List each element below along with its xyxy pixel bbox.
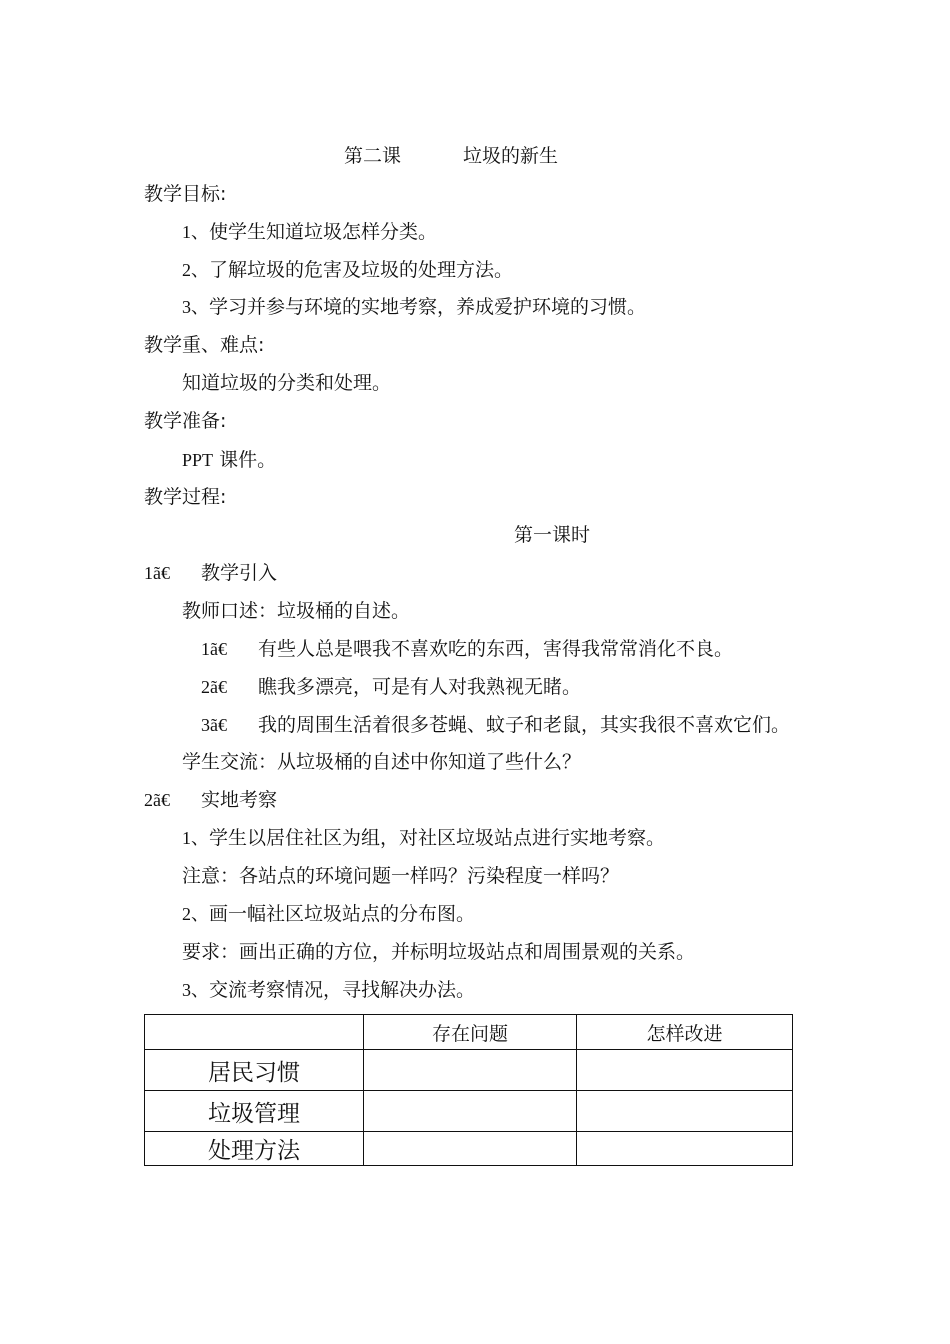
goal-item [182, 223, 437, 242]
statement-number: 2ã€ [201, 677, 227, 697]
step-text: 画一幅社区垃圾站点的分布图。 [209, 903, 476, 925]
table-header-cell: 怎样改进 [577, 1015, 793, 1050]
statement-text: 有些人总是喂我不喜欢吃的东西，害得我常常消化不良。 [258, 638, 734, 660]
preparation-heading: 教学准备: [144, 410, 227, 432]
lesson-name: 垃圾的新生 [463, 145, 559, 167]
statement-item [201, 640, 733, 659]
step-text: 学生以居住社区为组，对社区垃圾站点进行实地考察。 [209, 827, 666, 849]
goal-number: 3、 [182, 297, 209, 317]
statement-item [201, 716, 790, 735]
note-text: 注意：各站点的环境问题一样吗？污染程度一样吗？ [182, 865, 620, 887]
table-row [145, 1091, 793, 1132]
row-label: 居民习惯 [145, 1050, 364, 1091]
goal-text: 了解垃圾的危害及垃圾的处理方法。 [209, 259, 514, 281]
goal-item [182, 261, 513, 280]
section-number: 1ã€ [144, 563, 170, 583]
table-row [145, 1132, 793, 1166]
goal-number: 1、 [182, 222, 209, 242]
statement-text: 瞧我多漂亮，可是有人对我熟视无睹。 [258, 676, 582, 698]
key-points-text: 知道垃圾的分类和处理。 [182, 372, 392, 394]
step-item [182, 829, 665, 848]
statement-number: 3ã€ [201, 715, 227, 735]
ppt-label: PPT [182, 450, 214, 470]
goal-text: 学习并参与环境的实地考察，养成爱护环境的习惯。 [209, 296, 647, 318]
table-cell [364, 1050, 577, 1091]
student-discussion: 学生交流：从垃圾桶的自述中你知道了些什么？ [182, 751, 582, 773]
period-title: 第一课时 [514, 524, 591, 546]
table-cell [364, 1132, 577, 1166]
table-row [145, 1050, 793, 1091]
goal-number: 2、 [182, 260, 209, 280]
goal-item [182, 298, 646, 317]
step-number: 1、 [182, 828, 209, 848]
lesson-title [344, 147, 558, 166]
step-item [182, 905, 475, 924]
step-number: 2、 [182, 904, 209, 924]
row-label: 处理方法 [145, 1132, 364, 1166]
survey-table [144, 1014, 793, 1166]
lesson-number: 第二课 [344, 145, 402, 167]
row-label: 垃圾管理 [145, 1091, 364, 1132]
process-heading: 教学过程: [144, 486, 227, 508]
table-cell [577, 1050, 793, 1091]
teacher-narration: 教师口述：垃圾桶的自述。 [182, 600, 411, 622]
preparation-item: 课件。 [219, 449, 277, 471]
table-cell [577, 1091, 793, 1132]
preparation-text [182, 451, 276, 470]
section-number: 2ã€ [144, 790, 170, 810]
section-heading [144, 564, 277, 583]
table-header-row [145, 1015, 793, 1050]
table-header-cell: 存在问题 [364, 1015, 577, 1050]
table-cell [577, 1132, 793, 1166]
table-header-cell [145, 1015, 364, 1050]
goal-text: 使学生知道垃圾怎样分类。 [209, 221, 438, 243]
requirement-text: 要求：画出正确的方位，并标明垃圾站点和周围景观的关系。 [182, 941, 696, 963]
goals-heading: 教学目标: [144, 183, 227, 205]
table-cell [364, 1091, 577, 1132]
statement-item [201, 678, 581, 697]
step-number: 3、 [182, 980, 209, 1000]
statement-number: 1ã€ [201, 639, 227, 659]
step-item [182, 981, 475, 1000]
section-heading [144, 791, 277, 810]
statement-text: 我的周围生活着很多苍蝇、蚊子和老鼠，其实我很不喜欢它们。 [258, 714, 791, 736]
section-title: 教学引入 [201, 562, 278, 584]
key-points-heading: 教学重、难点: [144, 334, 265, 356]
step-text: 交流考察情况，寻找解决办法。 [209, 979, 476, 1001]
section-title: 实地考察 [201, 789, 278, 811]
